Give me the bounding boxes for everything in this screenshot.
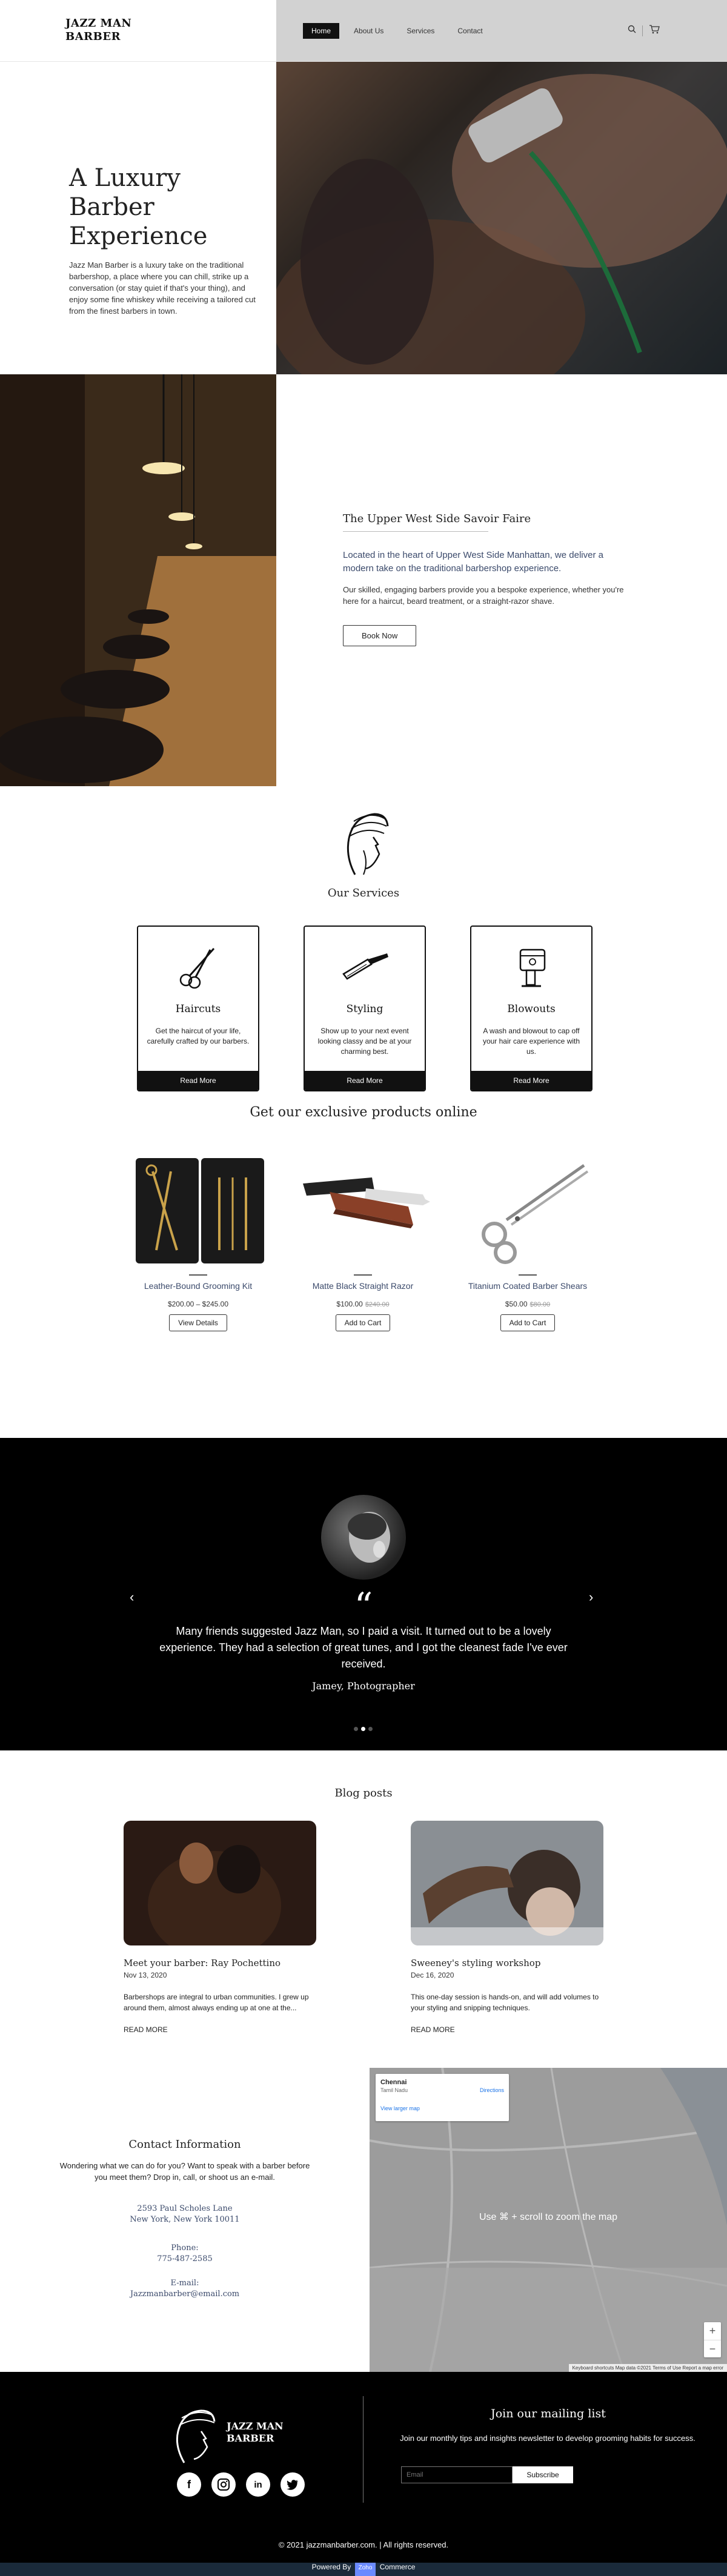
services-cards: [137, 925, 593, 1091]
footer-divider: [363, 2396, 364, 2503]
read-more-link[interactable]: READ MORE: [124, 2025, 168, 2034]
nav-home[interactable]: Home: [303, 23, 339, 39]
service-name: Haircuts: [175, 1003, 221, 1015]
testimonial-author: Jamey, Photographer: [312, 1680, 415, 1692]
barbershop-interior-image: [0, 374, 276, 786]
products-title: Get our exclusive products online: [250, 1105, 477, 1120]
zoom-in-button[interactable]: +: [709, 2325, 716, 2337]
blog-post-1[interactable]: [124, 1821, 316, 2034]
product-divider: [519, 1274, 537, 1276]
map-zoom-hint: Use ⌘ + scroll to zoom the map: [479, 2212, 618, 2222]
service-name: Blowouts: [507, 1003, 556, 1015]
subscribe-form: [401, 2466, 573, 2483]
next-slide-arrow-icon[interactable]: ›: [589, 1589, 594, 1604]
product-name[interactable]: Matte Black Straight Razor: [312, 1281, 414, 1291]
service-card-haircuts[interactable]: [137, 925, 259, 1091]
contact-title: Contact Information: [128, 2138, 241, 2151]
nav-services[interactable]: Services: [407, 27, 435, 35]
slider-dot-1[interactable]: [354, 1727, 358, 1731]
nav-about[interactable]: About Us: [354, 27, 384, 35]
copyright: © 2021 jazzmanbarber.com. | All rights reserved.: [278, 2540, 449, 2549]
cart-icon[interactable]: [649, 24, 660, 37]
footer-brand: [227, 2420, 284, 2445]
contact-section: [0, 2068, 727, 2372]
product-divider: [354, 1274, 372, 1276]
blog-post-2[interactable]: [411, 1821, 603, 2034]
instagram-icon[interactable]: [211, 2472, 236, 2497]
hero-title: [69, 164, 207, 251]
subscribe-button[interactable]: Subscribe: [513, 2466, 573, 2483]
testimonial-avatar: [321, 1495, 406, 1580]
footer-brand-line2: BARBER: [227, 2432, 274, 2444]
read-more-button[interactable]: Read More: [138, 1071, 258, 1090]
read-more-button[interactable]: Read More: [471, 1071, 591, 1090]
hero-title-line3: Experience: [69, 222, 208, 250]
service-card-blowouts[interactable]: [470, 925, 593, 1091]
footer-logo-icon: [167, 2406, 218, 2469]
embedded-map[interactable]: [370, 2068, 727, 2372]
map-place-card: [376, 2074, 509, 2121]
view-details-button[interactable]: View Details: [169, 1314, 227, 1331]
zoho-logo: Zoho: [355, 2559, 376, 2576]
prev-slide-arrow-icon[interactable]: ‹: [130, 1589, 134, 1604]
blog-post-image[interactable]: [411, 1821, 603, 1945]
social-links: [177, 2472, 305, 2497]
blog-post-title[interactable]: Meet your barber: Ray Pochettino: [124, 1958, 281, 1968]
hero-image-clipper-haircut: [276, 62, 727, 374]
contact-info: [0, 2068, 370, 2372]
add-to-cart-button[interactable]: Add to Cart: [336, 1314, 391, 1331]
header-left: [0, 0, 276, 61]
map-attribution[interactable]: Keyboard shortcuts Map data ©2021 Terms of Use Report a map error: [569, 2364, 727, 2372]
testimonial-section: [0, 1438, 727, 1750]
nav-contact[interactable]: Contact: [457, 27, 483, 35]
product-old-price: $80.00: [529, 1301, 551, 1308]
straight-razor-image[interactable]: [293, 1153, 433, 1268]
testimonial-text: Many friends suggested Jazz Man, so I paid a visit. It turned out to be a lovely experience. They had a selection of great tunes, and I got the cleanest fade I've ever received.: [159, 1625, 568, 1670]
zoom-out-button[interactable]: −: [704, 2340, 721, 2357]
map-directions-link[interactable]: Directions: [479, 2087, 504, 2093]
product-name[interactable]: Titanium Coated Barber Shears: [468, 1281, 588, 1291]
slider-dot-3[interactable]: [368, 1727, 373, 1731]
book-now-button[interactable]: Book Now: [343, 625, 416, 646]
site-header: [0, 0, 727, 62]
map-place-name: Chennai: [380, 2079, 407, 2086]
product-price: [293, 1300, 433, 1308]
site-footer: [0, 2372, 727, 2563]
footer-brand-line1: JAZZ MAN: [227, 2420, 284, 2432]
story-section: [0, 374, 727, 786]
story-content: [343, 512, 634, 646]
address-line2: New York, New York 10011: [130, 2215, 240, 2224]
view-larger-map-link[interactable]: View larger map: [380, 2105, 420, 2111]
story-body: Our skilled, engaging barbers provide you a bespoke experience, whether you're here for a haircut, beard treatment, or a straight-razor shave.: [343, 585, 624, 606]
service-card-styling[interactable]: [304, 925, 426, 1091]
barber-head-icon: [337, 808, 390, 882]
hero-text-panel: [0, 62, 276, 374]
address-line1: 2593 Paul Scholes Lane: [137, 2204, 233, 2213]
product-card-barber-shears[interactable]: [458, 1153, 597, 1331]
story-lead: Located in the heart of Upper West Side Manhattan, we deliver a modern take on the traditional barbershop experience.: [343, 550, 603, 574]
hero-title-line1: A Luxury: [69, 164, 181, 192]
hero-section: [0, 62, 727, 374]
hero-description: Jazz Man Barber is a luxury take on the traditional barbershop, a place where you can chill, strike up a conversation (or stay quiet if that's your thing), and enjoy some fine whiskey while receiving a tailored cut from the finest barbers in town.: [69, 260, 256, 316]
hero-title-line2: Barber: [69, 193, 154, 221]
main-nav: [303, 23, 497, 39]
story-title: The Upper West Side Savoir Faire: [343, 512, 488, 532]
product-card-grooming-kit[interactable]: [128, 1153, 268, 1331]
facebook-icon[interactable]: f: [177, 2472, 201, 2497]
service-desc: A wash and blowout to cap off your hair care experience with us.: [482, 1027, 580, 1056]
email-value[interactable]: Jazzmanbarber@email.com: [130, 2290, 240, 2299]
twitter-icon[interactable]: [281, 2472, 305, 2497]
product-card-straight-razor[interactable]: [293, 1153, 433, 1331]
blog-post-date: Nov 13, 2020: [124, 1971, 167, 1979]
service-desc: Get the haircut of your life, carefully crafted by our barbers.: [147, 1027, 250, 1045]
service-desc: Show up to your next event looking classy and be at your charming best.: [317, 1027, 412, 1056]
quote-mark-icon: “: [354, 1585, 373, 1627]
add-to-cart-button[interactable]: Add to Cart: [500, 1314, 556, 1331]
blog-post-title[interactable]: Sweeney's styling workshop: [411, 1958, 541, 1968]
product-price-value: $200.00 – $245.00: [167, 1300, 229, 1308]
contact-intro: Wondering what we can do for you? Want to speak with a barber before you meet them? Drop in, call, or shoot us an e-mail.: [59, 2161, 310, 2182]
map-place-region: Tamil Nadu: [380, 2087, 408, 2093]
phone-value[interactable]: 775-487-2585: [157, 2254, 213, 2263]
product-price: [458, 1300, 597, 1308]
blog-post-date: Dec 16, 2020: [411, 1971, 454, 1979]
dryer-icon: [471, 942, 591, 994]
product-price-value: $100.00: [336, 1300, 363, 1308]
scissors-icon: [138, 942, 258, 994]
email-input[interactable]: [401, 2466, 513, 2483]
slider-dots: [354, 1727, 373, 1731]
brand-line1: JAZZ MAN: [65, 17, 132, 30]
brand-logo[interactable]: [65, 17, 131, 44]
blog-post-image[interactable]: [124, 1821, 316, 1945]
header-separator: [642, 25, 643, 36]
blog-title: Blog posts: [334, 1787, 393, 1800]
products-section: [0, 1095, 727, 1438]
services-title: Our Services: [327, 887, 400, 899]
read-more-link[interactable]: READ MORE: [411, 2025, 455, 2034]
search-icon[interactable]: [628, 25, 636, 36]
service-name: Styling: [346, 1003, 383, 1015]
header-icons: [628, 24, 660, 37]
services-section: [0, 786, 727, 1095]
powered-prefix: Powered By: [311, 2563, 351, 2571]
product-price-value: $50.00: [505, 1300, 528, 1308]
brand-line2: BARBER: [65, 30, 121, 43]
grooming-kit-image[interactable]: [128, 1153, 268, 1268]
product-old-price: $240.00: [365, 1301, 390, 1308]
product-price: [128, 1300, 268, 1308]
product-divider: [189, 1274, 207, 1276]
contact-address: [0, 2204, 370, 2225]
barber-shears-image[interactable]: [458, 1153, 597, 1268]
product-name[interactable]: Leather-Bound Grooming Kit: [144, 1281, 253, 1291]
linkedin-icon[interactable]: in: [246, 2472, 270, 2497]
phone-label: Phone:: [171, 2243, 199, 2253]
read-more-button[interactable]: Read More: [305, 1071, 425, 1090]
blog-post-excerpt: Barbershops are integral to urban communities. I grew up around them, almost always ending up at one at the...: [124, 1993, 309, 2012]
powered-suffix: Commerce: [379, 2563, 416, 2571]
mailing-description: Join our monthly tips and insights newsletter to develop grooming habits for success.: [400, 2434, 695, 2443]
email-label: E-mail:: [170, 2279, 199, 2288]
blog-section: [0, 1750, 727, 2068]
mailing-title: Join our mailing list: [491, 2407, 606, 2420]
blog-post-excerpt: This one-day session is hands-on, and will add volumes to your styling and snipping techniques.: [411, 1993, 599, 2012]
map-zoom-controls: [704, 2322, 721, 2357]
razor-icon: [305, 942, 425, 994]
slider-dot-2[interactable]: [361, 1727, 365, 1731]
